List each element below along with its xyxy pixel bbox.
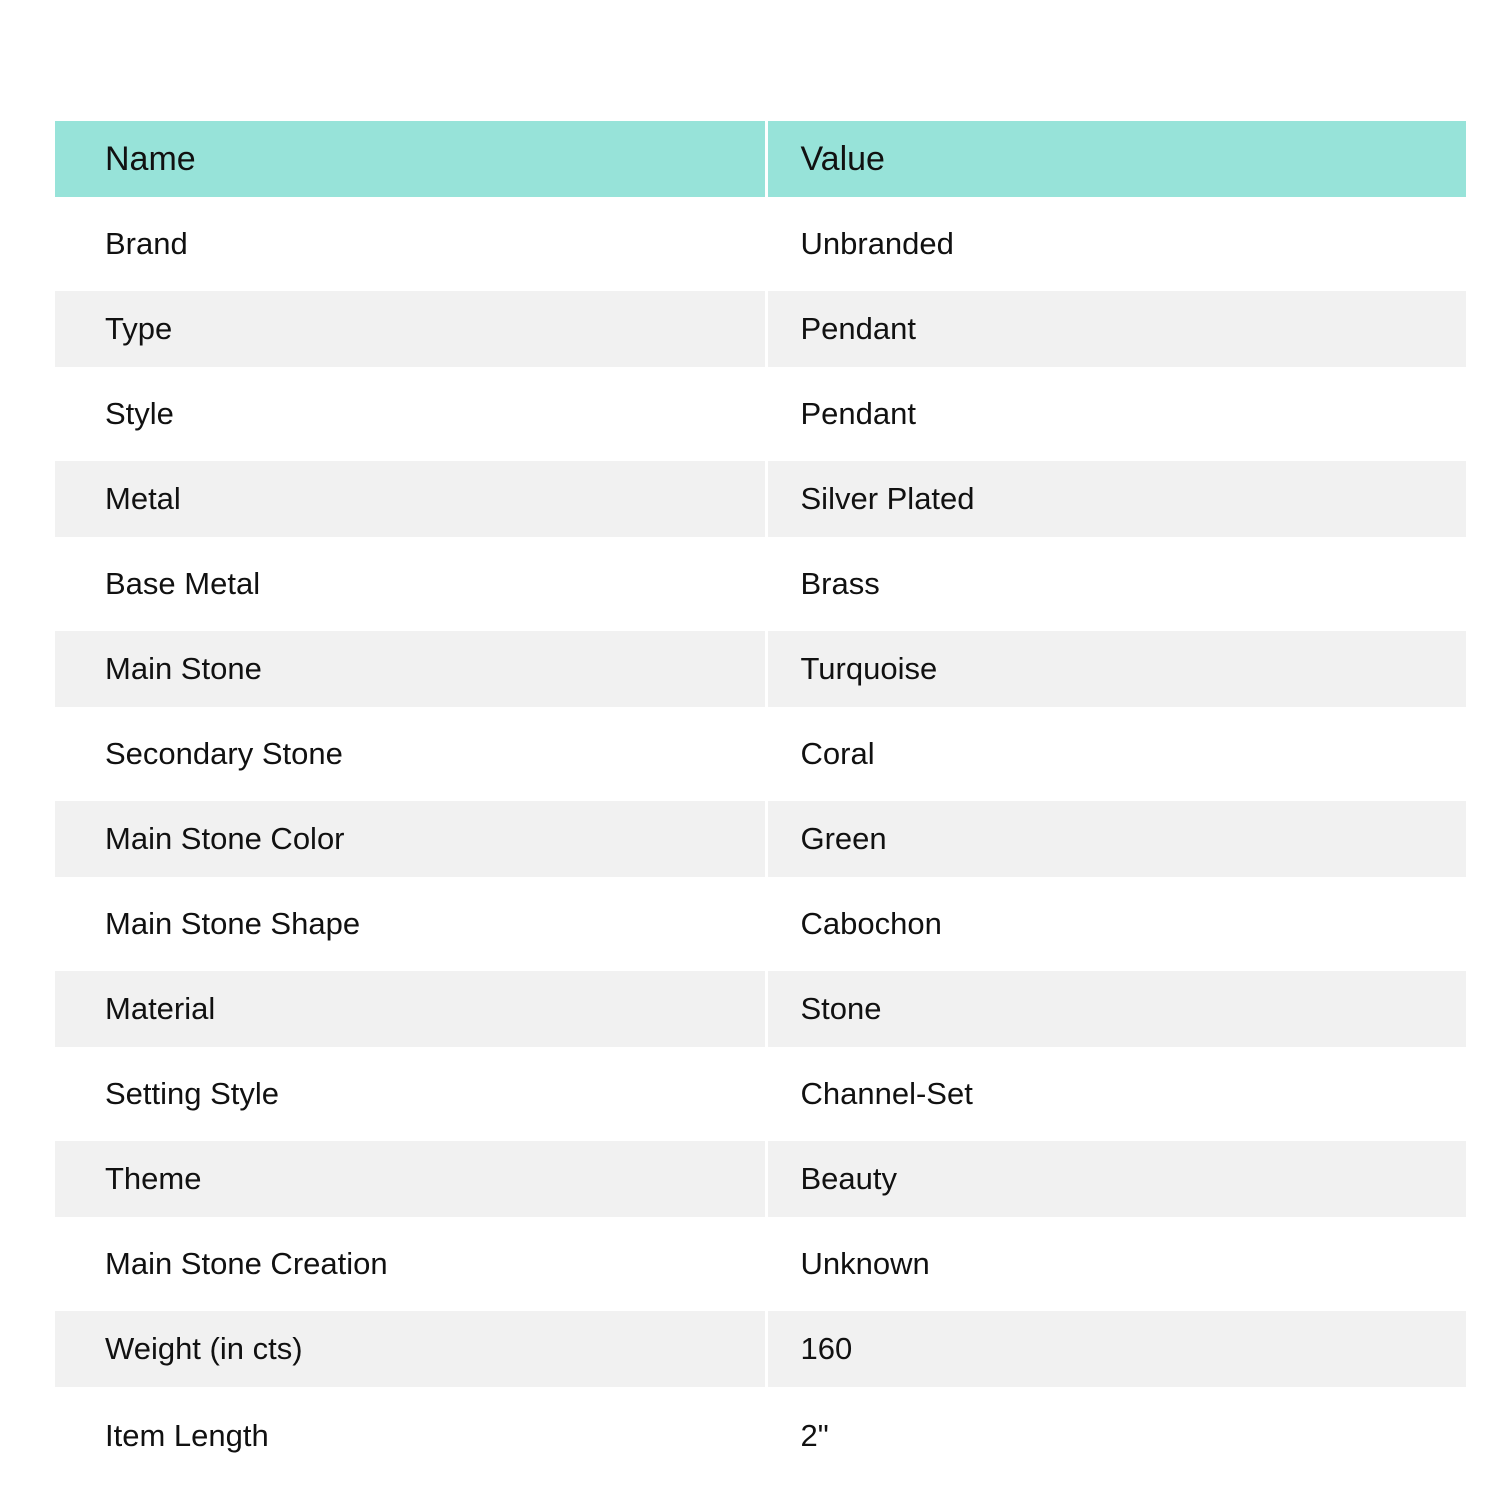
row-value-cell: Channel-Set	[766, 1052, 1466, 1137]
row-name-cell: Weight (in cts)	[55, 1307, 766, 1392]
row-value-cell: Cabochon	[766, 882, 1466, 967]
row-name-cell: Type	[55, 287, 766, 372]
table-row	[55, 1307, 1466, 1392]
row-value-cell: Pendant	[766, 287, 1466, 372]
row-value-cell: Beauty	[766, 1137, 1466, 1222]
table-row	[55, 882, 1466, 967]
table-row	[55, 1392, 1466, 1477]
table-row	[55, 1052, 1466, 1137]
row-name-cell: Secondary Stone	[55, 712, 766, 797]
table-row	[55, 797, 1466, 882]
table-row	[55, 457, 1466, 542]
row-name-cell: Setting Style	[55, 1052, 766, 1137]
row-name-cell: Base Metal	[55, 542, 766, 627]
row-value-cell: Turquoise	[766, 627, 1466, 712]
row-name-cell: Main Stone	[55, 627, 766, 712]
table-row	[55, 712, 1466, 797]
table-row	[55, 542, 1466, 627]
table-row	[55, 967, 1466, 1052]
row-name-cell: Brand	[55, 202, 766, 287]
row-value-cell: Silver Plated	[766, 457, 1466, 542]
row-name-cell: Style	[55, 372, 766, 457]
item-specifics-table	[55, 121, 1466, 1477]
row-name-cell: Theme	[55, 1137, 766, 1222]
row-value-cell: Green	[766, 797, 1466, 882]
row-name-cell: Main Stone Shape	[55, 882, 766, 967]
table-body	[55, 202, 1466, 1477]
row-name-cell: Item Length	[55, 1392, 766, 1477]
row-name-cell: Main Stone Creation	[55, 1222, 766, 1307]
row-value-cell: Brass	[766, 542, 1466, 627]
row-value-cell: Stone	[766, 967, 1466, 1052]
row-value-cell: Pendant	[766, 372, 1466, 457]
table-row	[55, 627, 1466, 712]
header-row	[55, 121, 1466, 202]
row-value-cell: Unknown	[766, 1222, 1466, 1307]
table-header	[55, 121, 1466, 202]
row-value-cell: 160	[766, 1307, 1466, 1392]
table-row	[55, 1137, 1466, 1222]
row-name-cell: Metal	[55, 457, 766, 542]
name-column-header: Name	[55, 121, 766, 202]
table-row	[55, 1222, 1466, 1307]
value-column-header: Value	[766, 121, 1466, 202]
row-value-cell: Unbranded	[766, 202, 1466, 287]
row-value-cell: 2"	[766, 1392, 1466, 1477]
table-row	[55, 202, 1466, 287]
row-name-cell: Main Stone Color	[55, 797, 766, 882]
table-row	[55, 287, 1466, 372]
table-row	[55, 372, 1466, 457]
row-name-cell: Material	[55, 967, 766, 1052]
row-value-cell: Coral	[766, 712, 1466, 797]
